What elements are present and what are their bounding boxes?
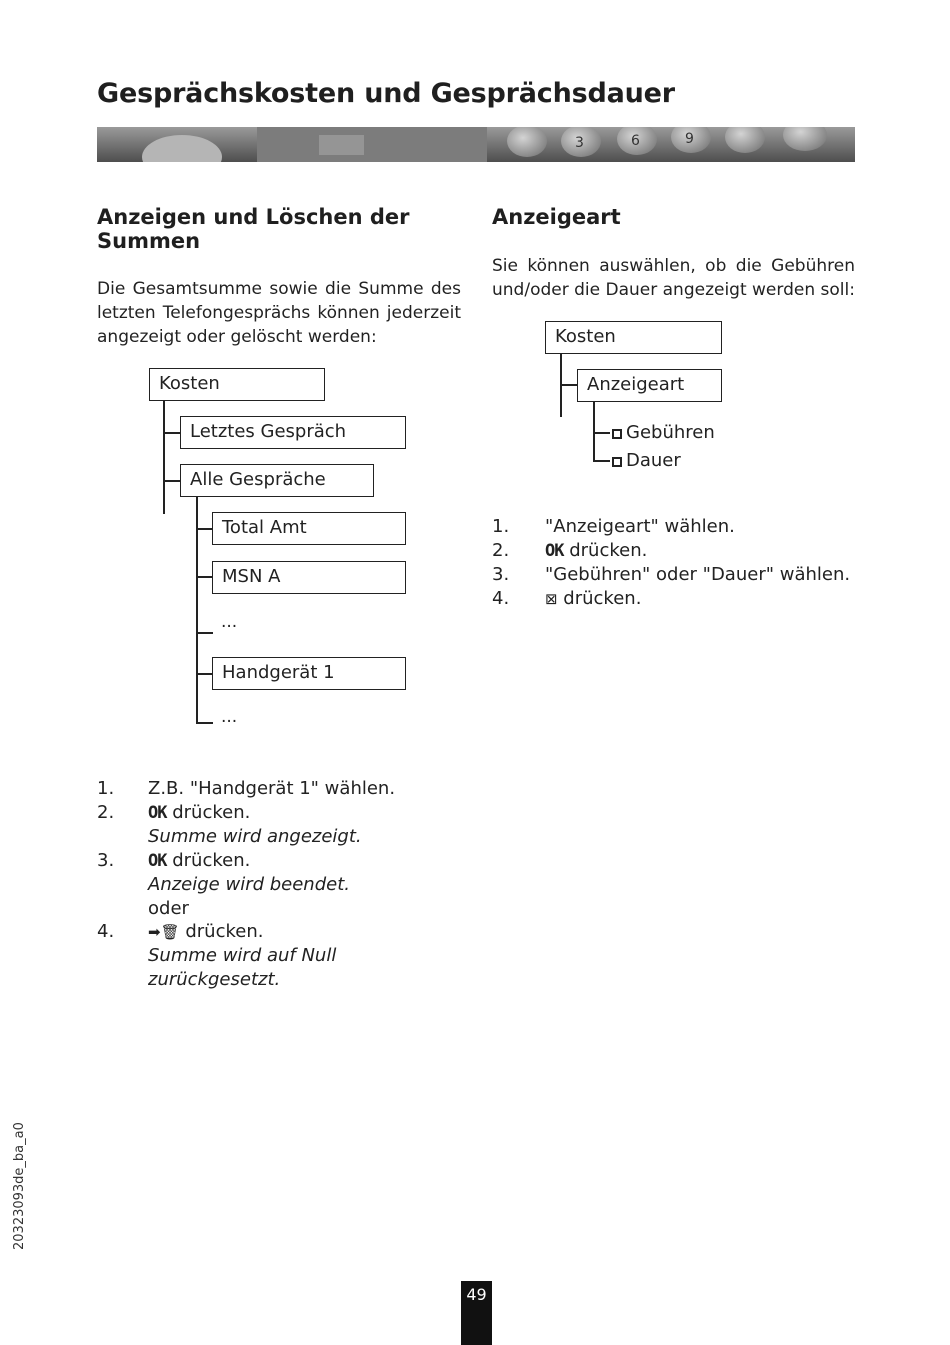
menu-box-kosten: Kosten [149, 368, 325, 401]
section-heading-anzeigeart: Anzeigeart [492, 205, 621, 229]
tree-line [196, 528, 213, 530]
tree-line [196, 632, 213, 634]
tree-line [163, 400, 165, 514]
step-number: 2. [97, 802, 115, 823]
tree-line [560, 384, 577, 386]
tree-line [196, 722, 213, 724]
step-text: OK drücken. [148, 802, 251, 823]
checkbox-icon [612, 457, 622, 467]
page-number: 49 [466, 1285, 487, 1304]
tree-line [196, 673, 213, 675]
menu-box-msn-a: MSN A [212, 561, 406, 594]
step-note: zurückgesetzt. [148, 969, 281, 990]
option-gebuehren: Gebühren [612, 421, 715, 445]
tree-line [196, 576, 213, 578]
step-note: Anzeige wird beendet. [148, 874, 350, 895]
page-title: Gesprächskosten und Gesprächsdauer [97, 78, 675, 109]
option-dauer: Dauer [612, 449, 681, 473]
step-number: 1. [492, 516, 510, 537]
svg-text:3: 3 [575, 135, 584, 151]
section-heading-summen: Anzeigen und Löschen der Summen [97, 205, 410, 253]
tree-line [163, 432, 181, 434]
menu-box-total-amt: Total Amt [212, 512, 406, 545]
step-text: OK drücken. [148, 850, 251, 871]
tree-line [593, 401, 595, 461]
document-code: 20323093de_ba_a0 [12, 1122, 27, 1250]
ok-key-icon: OK [148, 851, 167, 871]
step-text: "Gebühren" oder "Dauer" wählen. [545, 564, 851, 585]
menu-box-alle-gespraeche: Alle Gespräche [180, 464, 374, 497]
step-number: 4. [492, 588, 510, 609]
step-number: 4. [97, 921, 115, 942]
ok-key-icon: OK [545, 541, 564, 561]
step-number: 2. [492, 540, 510, 561]
step-note: Summe wird angezeigt. [148, 826, 362, 847]
intro-paragraph-summen: Die Gesamtsumme sowie die Summe des letzten Telefongesprächs können jederzeit angezeigt oder gelöscht werden: [97, 279, 461, 347]
menu-ellipsis: ... [221, 707, 238, 727]
step-text: Z.B. "Handgerät 1" wählen. [148, 778, 396, 799]
delete-key-icon: ➡🗑 [148, 923, 180, 941]
confirm-key-icon: ⊠ [545, 590, 558, 608]
step-number: 1. [97, 778, 115, 799]
menu-box-anzeigeart: Anzeigeart [577, 369, 722, 402]
keypad-banner-image [97, 127, 855, 162]
step-text: OK drücken. [545, 540, 648, 561]
tree-line [196, 496, 198, 723]
intro-paragraph-anzeigeart: Sie können auswählen, ob die Gebühren und/oder die Dauer angezeigt werden soll: [492, 256, 855, 300]
menu-box-handgeraet-1: Handgerät 1 [212, 657, 406, 690]
tree-line [163, 480, 181, 482]
keypad-photo-icon [97, 127, 855, 162]
menu-ellipsis: ... [221, 612, 238, 632]
step-text: ⊠ drücken. [545, 588, 642, 609]
step-alternative: oder [148, 898, 189, 919]
step-number: 3. [97, 850, 115, 871]
tree-line [593, 432, 610, 434]
step-text: ➡🗑 drücken. [148, 921, 264, 942]
step-text: "Anzeigeart" wählen. [545, 516, 735, 537]
menu-box-kosten: Kosten [545, 321, 722, 354]
ok-key-icon: OK [148, 803, 167, 823]
step-note: Summe wird auf Null [148, 945, 337, 966]
svg-text:6: 6 [631, 133, 640, 149]
step-number: 3. [492, 564, 510, 585]
checkbox-icon [612, 429, 622, 439]
menu-box-letztes-gespraech: Letztes Gespräch [180, 416, 406, 449]
svg-text:9: 9 [685, 131, 694, 147]
tree-line [593, 460, 610, 462]
